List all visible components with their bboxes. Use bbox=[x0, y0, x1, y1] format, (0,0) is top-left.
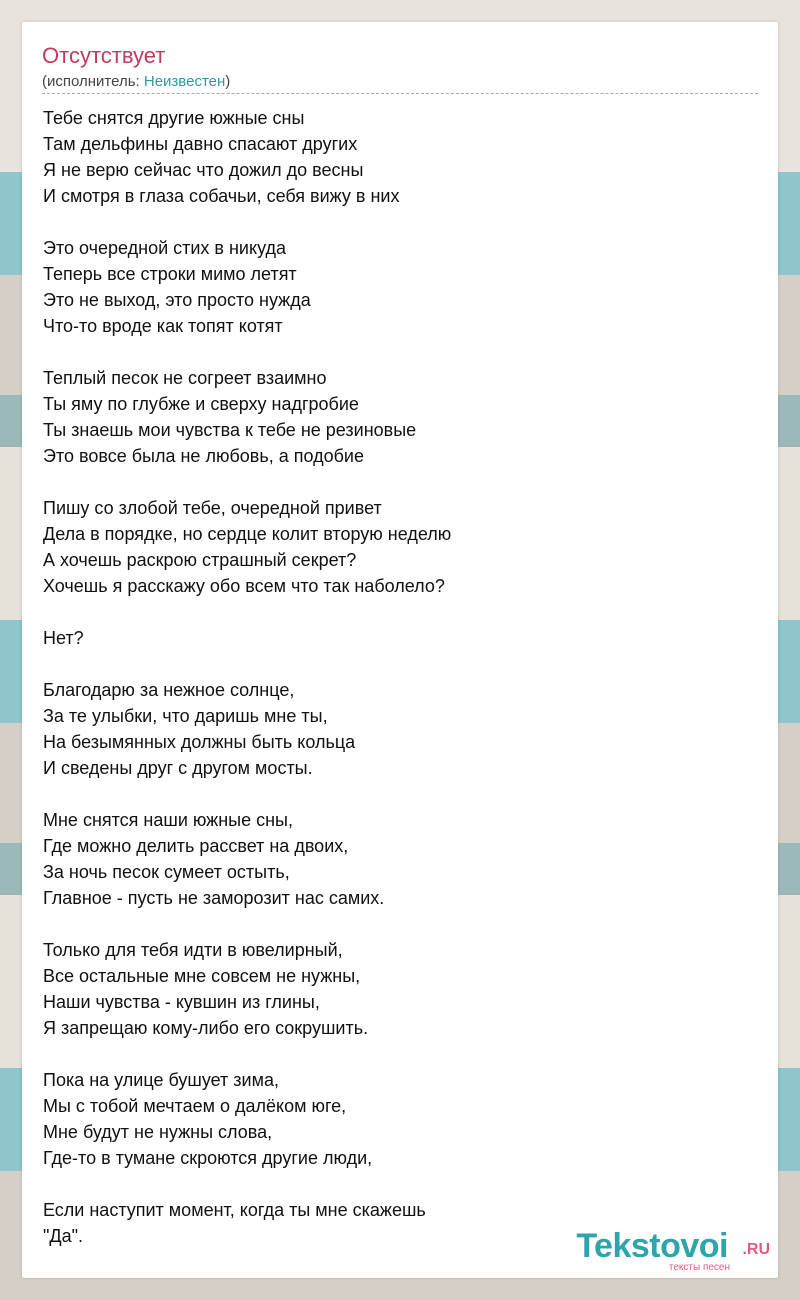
lyrics-card bbox=[22, 22, 778, 1278]
lyric-line: Где можно делить рассвет на двоих, bbox=[43, 836, 349, 856]
artist-line bbox=[42, 73, 230, 91]
stanza-break bbox=[43, 1041, 753, 1067]
lyric-line: Если наступит момент, когда ты мне скажешь bbox=[43, 1200, 426, 1220]
lyric-line: Дела в порядке, но сердце колит вторую неделю bbox=[43, 524, 452, 544]
lyric-line: Тебе снятся другие южные сны bbox=[43, 108, 305, 128]
logo-tagline: тексты песен bbox=[668, 1262, 730, 1273]
lyric-line: Пишу со злобой тебе, очередной привет bbox=[43, 498, 382, 518]
site-logo[interactable] bbox=[560, 1226, 770, 1276]
artist-link[interactable]: Неизвестен bbox=[143, 73, 226, 90]
stanza-break bbox=[43, 651, 753, 677]
lyric-line: Только для тебя идти в ювелирный, bbox=[43, 940, 343, 960]
lyric-line: Нет? bbox=[43, 628, 84, 648]
stanza-break bbox=[43, 339, 753, 365]
title-divider bbox=[42, 93, 758, 94]
lyric-line: Все остальные мне совсем не нужны, bbox=[43, 966, 361, 986]
stanza-break bbox=[43, 599, 753, 625]
stanza-break bbox=[43, 781, 753, 807]
lyric-line: За те улыбки, что даришь мне ты, bbox=[43, 706, 328, 726]
lyric-line: Пока на улице бушует зима, bbox=[43, 1070, 279, 1090]
lyric-line: За ночь песок сумеет остыть, bbox=[43, 862, 290, 882]
lyric-line: Мне снятся наши южные сны, bbox=[43, 810, 293, 830]
lyric-line: Благодарю за нежное солнце, bbox=[43, 680, 295, 700]
lyric-line: Главное - пусть не заморозит нас самих. bbox=[43, 888, 385, 908]
lyric-line: Мне будут не нужны слова, bbox=[43, 1122, 273, 1142]
lyric-line: Это не выход, это просто нужда bbox=[43, 290, 311, 310]
lyric-line: Это вовсе была не любовь, а подобие bbox=[43, 446, 364, 466]
song-title: Отсутствует bbox=[42, 43, 166, 68]
lyric-line: Наши чувства - кувшин из глины, bbox=[43, 992, 320, 1012]
lyric-line: Ты яму по глубже и сверху надгробие bbox=[43, 394, 359, 414]
stanza-break bbox=[43, 1171, 753, 1197]
lyric-line: Мы с тобой мечтаем о далёком юге, bbox=[43, 1096, 347, 1116]
lyrics-body bbox=[43, 105, 753, 1249]
lyric-line: Что-то вроде как топят котят bbox=[43, 316, 283, 336]
artist-suffix: ) bbox=[225, 73, 231, 90]
lyric-line: А хочешь раскрою страшный секрет? bbox=[43, 550, 357, 570]
lyric-line: Теплый песок не согреет взаимно bbox=[43, 368, 327, 388]
lyric-line: Теперь все строки мимо летят bbox=[43, 264, 297, 284]
lyric-line: И смотря в глаза собачьи, себя вижу в них bbox=[43, 186, 400, 206]
lyric-line: И сведены друг с другом мосты. bbox=[43, 758, 313, 778]
logo-tld: .RU bbox=[742, 1241, 770, 1258]
lyric-line: Где-то в тумане скроются другие люди, bbox=[43, 1148, 373, 1168]
lyric-line: Я не верю сейчас что дожил до весны bbox=[43, 160, 364, 180]
stanza-break bbox=[43, 209, 753, 235]
artist-prefix: (исполнитель: bbox=[42, 73, 144, 90]
logo-wordmark: Tekstovoi bbox=[576, 1227, 728, 1265]
lyric-line: Ты знаешь мои чувства к тебе не резиновые bbox=[43, 420, 417, 440]
lyric-line: Хочешь я расскажу обо всем что так наболело? bbox=[43, 576, 445, 596]
stanza-break bbox=[43, 469, 753, 495]
lyric-line: Там дельфины давно спасают других bbox=[43, 134, 358, 154]
lyric-line: На безымянных должны быть кольца bbox=[43, 732, 356, 752]
lyric-line: "Да". bbox=[43, 1226, 83, 1246]
lyric-line: Это очередной стих в никуда bbox=[43, 238, 286, 258]
lyric-line: Я запрещаю кому-либо его сокрушить. bbox=[43, 1018, 369, 1038]
stanza-break bbox=[43, 911, 753, 937]
